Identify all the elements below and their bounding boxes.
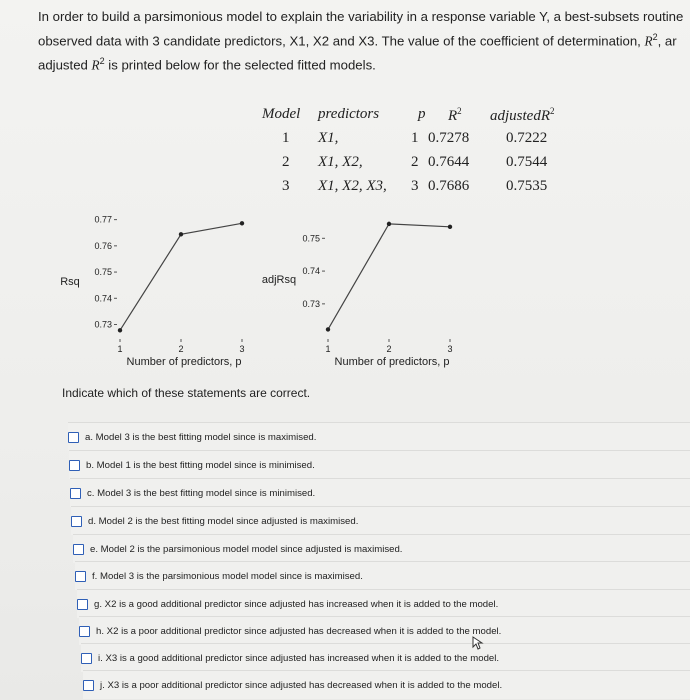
cell-r2: 0.7644 (428, 154, 470, 170)
intro-line-3-tail: is printed below for the selected fitted models. (104, 57, 376, 73)
intro-line-2 (38, 27, 688, 51)
option-label: b. Model 1 is the best fitting model since is minimised. (86, 459, 315, 471)
cell-model: 2 (282, 154, 290, 170)
header-p: p (418, 106, 426, 122)
cell-p: 1 (411, 130, 419, 146)
cell-model: 1 (282, 130, 290, 146)
checkbox[interactable] (77, 599, 88, 610)
option-label: i. X3 is a good additional predictor since adjusted has increased when it is added to the model. (98, 652, 500, 664)
data-point (179, 232, 183, 236)
data-point (240, 221, 244, 225)
y-tick-label: 0.75 (302, 233, 320, 244)
option-d[interactable] (71, 506, 690, 535)
option-c[interactable] (70, 478, 690, 507)
mouse-cursor-icon (472, 636, 484, 650)
intro-line-3 (38, 51, 688, 75)
option-label: a. Model 3 is the best fitting model since is maximised. (85, 431, 317, 443)
option-e[interactable] (73, 534, 690, 563)
header-adjusted-r2-text: adjustedR (490, 108, 550, 124)
option-label: h. X2 is a poor additional predictor since adjusted has decreased when it is added to the model. (96, 625, 502, 637)
y-tick-label: 0.75 (94, 267, 112, 278)
option-label: f. Model 3 is the parsimonious model model since is maximised. (92, 570, 363, 582)
header-r2-sup: 2 (457, 106, 462, 116)
intro-text (38, 6, 688, 76)
option-j[interactable] (83, 670, 690, 699)
data-point (448, 225, 452, 229)
header-adjusted-r2-sup: 2 (550, 106, 555, 116)
rsq-chart (50, 205, 260, 375)
option-h[interactable] (79, 616, 690, 645)
checkbox[interactable] (73, 544, 84, 555)
option-g[interactable] (77, 589, 690, 618)
x-tick-label: 3 (447, 344, 453, 354)
x-tick-label: 3 (239, 344, 245, 354)
intro-line-2-tail: , ar (657, 33, 677, 49)
x-tick-label: 2 (386, 344, 392, 354)
data-point (387, 222, 391, 226)
adjrsq-chart (255, 205, 465, 375)
squared-sup: 2 (99, 56, 105, 67)
option-a[interactable] (68, 422, 690, 451)
checkbox[interactable] (68, 432, 79, 443)
x-axis-label: Number of predictors, p (126, 356, 242, 368)
header-model: Model (262, 106, 301, 122)
cell-predictors: X1, X2, (318, 154, 363, 170)
checkbox[interactable] (69, 460, 80, 471)
y-tick-label: 0.73 (94, 319, 112, 330)
option-label: c. Model 3 is the best fitting model since is minimised. (87, 487, 316, 499)
cell-adjusted-r2: 0.7544 (506, 154, 548, 170)
data-point (118, 328, 122, 332)
option-label: d. Model 2 is the best fitting model since adjusted is maximised. (88, 515, 359, 527)
intro-line-2-text: observed data with 3 candidate predictors, X1, X2 and X3. The value of the coefficient of determination, (38, 33, 645, 49)
option-label: e. Model 2 is the parsimonious model model since adjusted is maximised. (90, 543, 403, 555)
r-symbol: R (644, 33, 653, 49)
y-tick-label: 0.74 (94, 293, 112, 304)
checkbox[interactable] (79, 626, 90, 637)
cell-r2: 0.7686 (428, 178, 470, 194)
option-label: j. X3 is a poor additional predictor since adjusted has decreased when it is added to the model. (100, 679, 503, 691)
series-line (328, 224, 450, 330)
cell-p: 3 (411, 178, 419, 194)
checkbox[interactable] (81, 653, 92, 664)
option-label: g. X2 is a good additional predictor since adjusted has increased when it is added to the model. (94, 598, 499, 610)
y-tick-label: 0.77 (94, 214, 112, 225)
x-axis-label: Number of predictors, p (334, 356, 450, 368)
header-r2-text: R (448, 108, 458, 124)
cell-predictors: X1, X2, X3, (318, 178, 387, 194)
table-header (258, 106, 588, 128)
checkbox[interactable] (71, 516, 82, 527)
cell-predictors: X1, (318, 130, 339, 146)
intro-line-3-text: adjusted (38, 57, 92, 73)
intro-line-1: In order to build a parsimonious model to explain the variability in a response variable Y, a best-subsets routine (38, 9, 684, 24)
checkbox[interactable] (75, 571, 86, 582)
option-b[interactable] (69, 450, 690, 479)
cell-p: 2 (411, 154, 419, 170)
header-predictors: predictors (318, 106, 380, 122)
checkbox[interactable] (83, 680, 94, 691)
cell-r2: 0.7278 (428, 130, 470, 146)
y-axis-label: Rsq (60, 276, 80, 288)
y-tick-label: 0.76 (94, 240, 112, 251)
checkbox[interactable] (70, 488, 81, 499)
header-r2 (448, 106, 462, 125)
y-tick-label: 0.74 (302, 266, 320, 277)
series-line (120, 223, 242, 330)
squared-sup: 2 (652, 32, 658, 42)
question-prompt: Indicate which of these statements are correct. (62, 386, 311, 400)
data-point (326, 327, 330, 331)
cell-adjusted-r2: 0.7222 (506, 130, 548, 146)
r-symbol: R (91, 57, 100, 73)
x-tick-label: 2 (178, 344, 184, 354)
header-adjusted-r2 (490, 106, 555, 125)
y-tick-label: 0.73 (302, 298, 320, 309)
x-tick-label: 1 (325, 344, 331, 354)
option-f[interactable] (75, 561, 690, 590)
x-tick-label: 1 (117, 344, 123, 354)
cell-adjusted-r2: 0.7535 (506, 178, 548, 194)
y-axis-label: adjRsq (261, 274, 297, 286)
cell-model: 3 (282, 178, 290, 194)
option-i[interactable] (81, 643, 690, 672)
